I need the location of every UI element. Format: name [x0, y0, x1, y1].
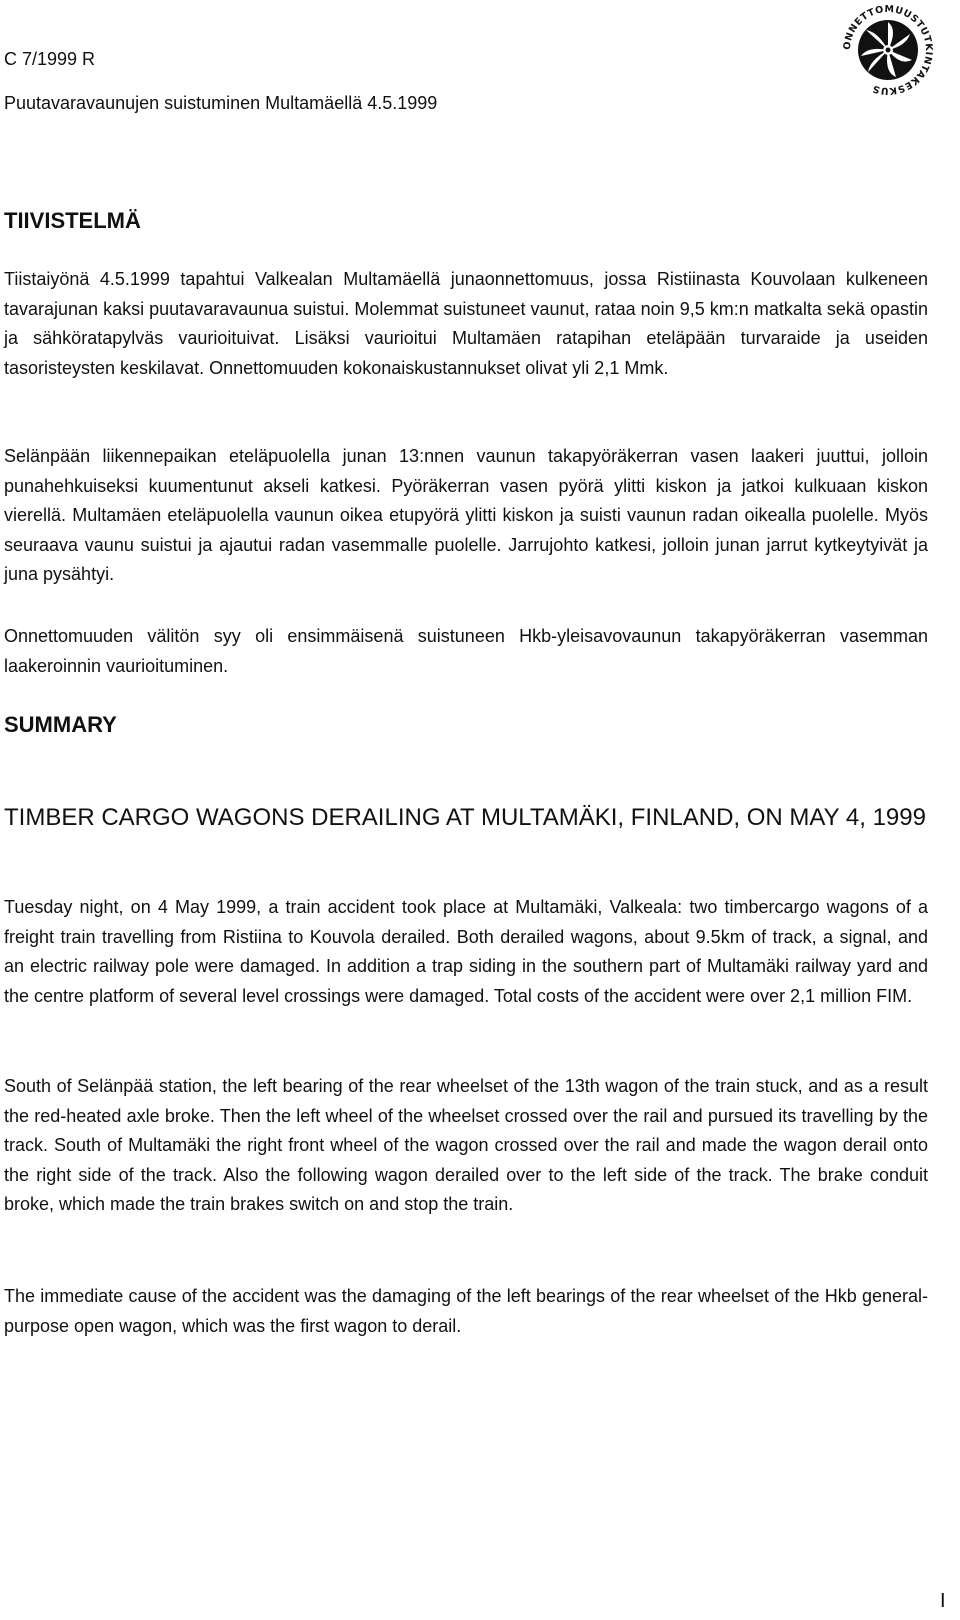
- english-report-title: TIMBER CARGO WAGONS DERAILING AT MULTAMÄKI, FINLAND, ON MAY 4, 1999: [4, 804, 926, 831]
- report-title: Puutavaravaunujen suistuminen Multamäellä 4.5.1999: [4, 93, 438, 113]
- onnettomuustutkintakeskus-seal-icon: [838, 0, 938, 100]
- english-summary-heading: SUMMARY: [4, 712, 117, 737]
- finnish-paragraph-1: Tiistaiyönä 4.5.1999 tapahtui Valkealan Multamäellä junaonnettomuus, jossa Ristiinasta Kouvolaan kulkeneen tavarajunan kaksi puutavaravaunua suistui. Molemmat suistuneet vaunut, rataa noin 9,5 km:n matkalta sekä opastin ja sähköratapylväs vaurioituivat. Lisäksi vaurioitui Multamäen ratapihan eteläpään turvaraide ja useiden tasoristeysten keskilavat. Onnettomuuden kokonaiskustannukset olivat yli 2,1 Mmk.: [4, 269, 928, 378]
- report-code: C 7/1999 R: [4, 49, 96, 69]
- finnish-summary-heading: TIIVISTELMÄ: [4, 208, 141, 233]
- finnish-paragraph-2: Selänpään liikennepaikan eteläpuolella junan 13:nnen vaunun takapyöräkerran vasen laakeri juuttui, jolloin punahehkuiseksi kuumentunut akseli katkesi. Pyöräkerran vasen pyörä ylitti kiskon ja jatkoi kulkuaan kiskon vierellä. Multamäen eteläpuolella vaunun oikea etupyörä ylitti kiskon ja suisti vaunun radan oikealla puolelle. Myös seuraava vaunu suistui ja ajautui radan vasemmalle puolelle. Jarrujohto katkesi, jolloin junan jarrut kytkeytyivät ja juna pysähtyi.: [4, 446, 928, 584]
- svg-text:ONNETTOMUUSTUTKINTAKESKUS: ONNETTOMUUSTUTKINTAKESKUS: [841, 3, 935, 97]
- english-paragraph-2: South of Selänpää station, the left bearing of the rear wheelset of the 13th wagon of the train stuck, and as a result the red-heated axle broke. Then the left wheel of the wheelset crossed over the rail and pursued its travelling by the track. South of Multamäki the right front wheel of the wagon crossed over the rail and made the wagon derail onto the right side of the track. Also the following wagon derailed over to the left side of the track. The brake conduit broke, which made the train brakes switch on and stop the train.: [4, 1076, 928, 1214]
- finnish-paragraph-3: Onnettomuuden välitön syy oli ensimmäisenä suistuneen Hkb-yleisavovaunun takapyöräkerran vasemman laakeroinnin vaurioituminen.: [4, 626, 928, 676]
- page-number: I: [940, 1590, 946, 1612]
- english-paragraph-1: Tuesday night, on 4 May 1999, a train accident took place at Multamäki, Valkeala: two timbercargo wagons of a freight train travelling from Ristiina to Kouvola derailed. Both derailed wagons, about 9.5km of track, a signal, and an electric railway pole were damaged. In addition a trap siding in the southern part of Multamäki railway yard and the centre platform of several level crossings were damaged. Total costs of the accident were over 2,1 million FIM.: [4, 897, 928, 1006]
- english-paragraph-3: The immediate cause of the accident was the damaging of the left bearings of the rear wheelset of the Hkb general-purpose open wagon, which was the first wagon to derail.: [4, 1286, 928, 1336]
